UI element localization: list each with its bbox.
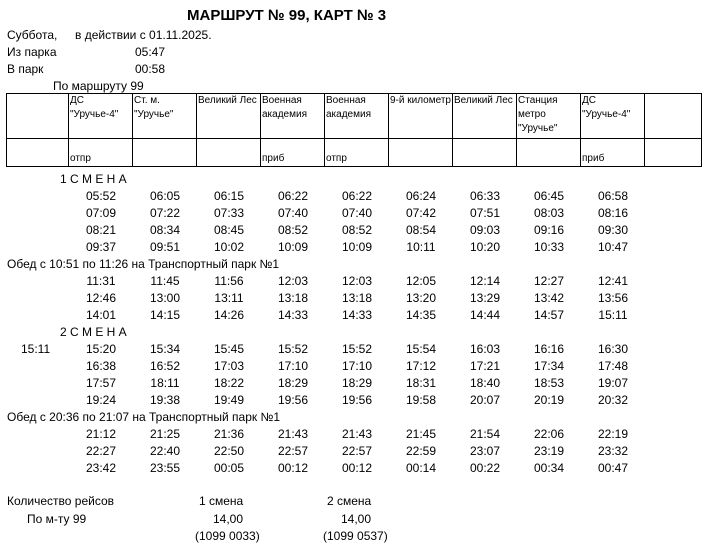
time-cell: 00:12: [341, 461, 373, 475]
time-cell: 06:33: [469, 189, 501, 203]
time-cell: 13:56: [597, 291, 629, 305]
time-cell: 22:50: [213, 444, 245, 458]
time-cell: 21:25: [149, 427, 181, 441]
time-cell: 13:18: [341, 291, 373, 305]
time-cell: 00:47: [597, 461, 629, 475]
time-cell: 13:11: [214, 291, 244, 305]
time-cell: 17:21: [469, 359, 501, 373]
time-cell: 18:31: [405, 376, 437, 390]
time-cell: 17:34: [533, 359, 565, 373]
time-cell: 23:19: [533, 444, 565, 458]
stop-mark: [197, 139, 261, 167]
time-cell: 06:58: [597, 189, 629, 203]
lunch2-label: Обед с 20:36 по 21:07 на Транспортный парк №1: [7, 410, 280, 424]
summary-shift1-count: 14,00: [213, 512, 244, 526]
time-cell: 16:52: [149, 359, 181, 373]
depot-out-label: Из парка: [7, 45, 57, 59]
time-cell: 22:27: [85, 444, 117, 458]
time-cell: 00:12: [277, 461, 309, 475]
time-cell: 19:56: [277, 393, 309, 407]
stop-name: 9-й километр: [389, 94, 453, 139]
stop-mark: отпр: [325, 139, 389, 167]
stop-mark: [389, 139, 453, 167]
time-cell: 22:57: [341, 444, 373, 458]
time-cell: 00:05: [213, 461, 245, 475]
stop-mark: [517, 139, 581, 167]
time-cell: 19:07: [597, 376, 629, 390]
time-cell: 10:02: [213, 240, 245, 254]
stop-mark: [453, 139, 517, 167]
header-blank: [645, 139, 702, 167]
time-cell: 10:09: [277, 240, 309, 254]
time-cell: 18:29: [277, 376, 309, 390]
time-cell: 17:57: [85, 376, 117, 390]
time-cell: 11:45: [150, 274, 180, 288]
time-cell: 10:33: [533, 240, 565, 254]
time-cell: 10:20: [469, 240, 501, 254]
stop-name: Военная академия: [325, 94, 389, 139]
time-cell: 15:52: [341, 342, 373, 356]
time-cell: 13:18: [277, 291, 309, 305]
lunch1-label: Обед с 10:51 по 11:26 на Транспортный парк №1: [7, 257, 280, 271]
stop-mark: приб: [261, 139, 325, 167]
time-cell: 10:47: [597, 240, 629, 254]
stop-name: Станция метро "Уручье": [517, 94, 581, 139]
route-label: По маршруту 99: [53, 79, 144, 93]
time-cell: 20:19: [533, 393, 565, 407]
time-cell: 07:40: [277, 206, 309, 220]
time-cell: 16:03: [469, 342, 501, 356]
time-cell: 08:52: [341, 223, 373, 237]
time-cell: 16:30: [597, 342, 629, 356]
time-cell: 07:09: [85, 206, 117, 220]
day-label: Суббота,: [7, 28, 58, 42]
time-cell: 06:22: [341, 189, 373, 203]
time-cell: 22:19: [597, 427, 629, 441]
trips-count-label: Количество рейсов: [7, 494, 115, 508]
header-blank: [645, 94, 702, 139]
time-cell: 19:49: [213, 393, 245, 407]
summary-shift1-header: 1 смена: [199, 494, 244, 508]
time-cell: 14:33: [341, 308, 373, 322]
stop-name: Ст. м. "Уручье": [133, 94, 197, 139]
stop-name: ДС "Уручье-4": [581, 94, 645, 139]
time-cell: 12:27: [533, 274, 565, 288]
depot-in-label: В парк: [7, 62, 44, 76]
time-cell: 15:34: [149, 342, 181, 356]
time-cell: 15:20: [85, 342, 117, 356]
header-blank: [7, 94, 69, 139]
time-cell: 11:56: [214, 274, 244, 288]
time-cell: 12:46: [85, 291, 117, 305]
time-cell: 08:45: [213, 223, 245, 237]
time-cell: 07:42: [405, 206, 437, 220]
summary-shift2-count: 14,00: [341, 512, 372, 526]
time-cell: 21:36: [213, 427, 245, 441]
time-cell: 19:38: [149, 393, 181, 407]
time-cell: 17:10: [341, 359, 373, 373]
time-cell: 06:15: [213, 189, 245, 203]
time-cell: 06:24: [405, 189, 437, 203]
stop-name: Военная академия: [261, 94, 325, 139]
time-cell: 21:43: [277, 427, 309, 441]
time-cell: 13:00: [149, 291, 181, 305]
time-cell: 21:12: [85, 427, 117, 441]
shift2-label: 2 С М Е Н А: [60, 325, 127, 339]
time-cell: 20:07: [469, 393, 501, 407]
time-cell: 08:52: [277, 223, 309, 237]
header-blank: [7, 139, 69, 167]
time-cell: 18:22: [213, 376, 245, 390]
time-cell: 14:33: [277, 308, 309, 322]
time-cell: 17:10: [277, 359, 309, 373]
time-cell: 19:24: [85, 393, 117, 407]
time-cell: 07:22: [149, 206, 181, 220]
time-cell: 12:05: [405, 274, 437, 288]
stops-header-table: [6, 93, 702, 167]
time-cell: 06:05: [149, 189, 181, 203]
stop-mark: отпр: [69, 139, 133, 167]
depot-out-time: 05:47: [135, 45, 166, 59]
time-cell: 17:12: [405, 359, 437, 373]
shift1-label: 1 С М Е Н А: [60, 172, 127, 186]
depot-in-time: 00:58: [135, 62, 166, 76]
time-cell: 13:29: [469, 291, 501, 305]
time-cell: 12:41: [597, 274, 629, 288]
time-cell: 23:07: [469, 444, 501, 458]
time-cell: 11:31: [86, 274, 116, 288]
time-cell: 23:55: [149, 461, 181, 475]
time-cell: 22:06: [533, 427, 565, 441]
stop-name: Великий Лес: [453, 94, 517, 139]
time-cell: 18:29: [341, 376, 373, 390]
time-cell: 15:45: [213, 342, 245, 356]
time-cell: 23:32: [597, 444, 629, 458]
time-cell: 16:38: [85, 359, 117, 373]
time-cell: 08:34: [149, 223, 181, 237]
time-cell: 18:11: [150, 376, 180, 390]
time-cell: 14:15: [149, 308, 181, 322]
time-cell: 15:54: [405, 342, 437, 356]
time-cell: 21:45: [405, 427, 437, 441]
time-cell: 07:51: [469, 206, 501, 220]
time-cell: 09:30: [597, 223, 629, 237]
time-cell: 21:43: [341, 427, 373, 441]
time-cell: 07:40: [341, 206, 373, 220]
time-cell: 19:56: [341, 393, 373, 407]
time-cell: 22:40: [149, 444, 181, 458]
time-cell: 14:01: [85, 308, 117, 322]
summary-shift1-code: (1099 0033): [195, 529, 260, 543]
time-cell: 06:22: [277, 189, 309, 203]
time-cell: 08:03: [533, 206, 565, 220]
time-cell: 23:42: [85, 461, 117, 475]
time-cell: 14:26: [213, 308, 245, 322]
stop-name: ДС "Уручье-4": [69, 94, 133, 139]
time-cell: 09:16: [533, 223, 565, 237]
stop-mark: [133, 139, 197, 167]
time-cell: 06:45: [533, 189, 565, 203]
time-cell: 13:42: [533, 291, 565, 305]
validity-label: в действии с 01.11.2025.: [75, 28, 212, 42]
time-cell: 15:11: [598, 308, 628, 322]
time-cell: 16:16: [533, 342, 565, 356]
time-cell: 08:16: [597, 206, 629, 220]
time-cell: 00:34: [533, 461, 565, 475]
time-cell: 14:35: [405, 308, 437, 322]
time-cell: 08:54: [405, 223, 437, 237]
time-cell: 09:37: [85, 240, 117, 254]
time-cell: 21:54: [469, 427, 501, 441]
page-title: МАРШРУТ № 99, КАРТ № 3: [187, 7, 387, 24]
time-cell: 00:22: [469, 461, 501, 475]
time-cell: 09:51: [149, 240, 181, 254]
shift2-start-time: 15:11: [21, 342, 51, 356]
time-cell: 14:57: [533, 308, 565, 322]
summary-shift2-code: (1099 0537): [323, 529, 388, 543]
time-cell: 10:09: [341, 240, 373, 254]
time-cell: 05:52: [85, 189, 117, 203]
summary-shift2-header: 2 смена: [327, 494, 372, 508]
stop-mark: приб: [581, 139, 645, 167]
time-cell: 19:58: [405, 393, 437, 407]
time-cell: 22:57: [277, 444, 309, 458]
time-cell: 09:03: [469, 223, 501, 237]
time-cell: 15:52: [277, 342, 309, 356]
time-cell: 12:14: [469, 274, 501, 288]
time-cell: 08:21: [85, 223, 117, 237]
summary-route-label: По м-ту 99: [27, 512, 87, 526]
time-cell: 00:14: [405, 461, 437, 475]
time-cell: 13:20: [405, 291, 437, 305]
time-cell: 14:44: [469, 308, 501, 322]
time-cell: 22:59: [405, 444, 437, 458]
time-cell: 20:32: [597, 393, 629, 407]
stop-name: Великий Лес: [197, 94, 261, 139]
time-cell: 12:03: [341, 274, 373, 288]
time-cell: 17:48: [597, 359, 629, 373]
time-cell: 07:33: [213, 206, 245, 220]
time-cell: 10:11: [406, 240, 436, 254]
time-cell: 17:03: [213, 359, 245, 373]
time-cell: 12:03: [277, 274, 309, 288]
time-cell: 18:53: [533, 376, 565, 390]
time-cell: 18:40: [469, 376, 501, 390]
